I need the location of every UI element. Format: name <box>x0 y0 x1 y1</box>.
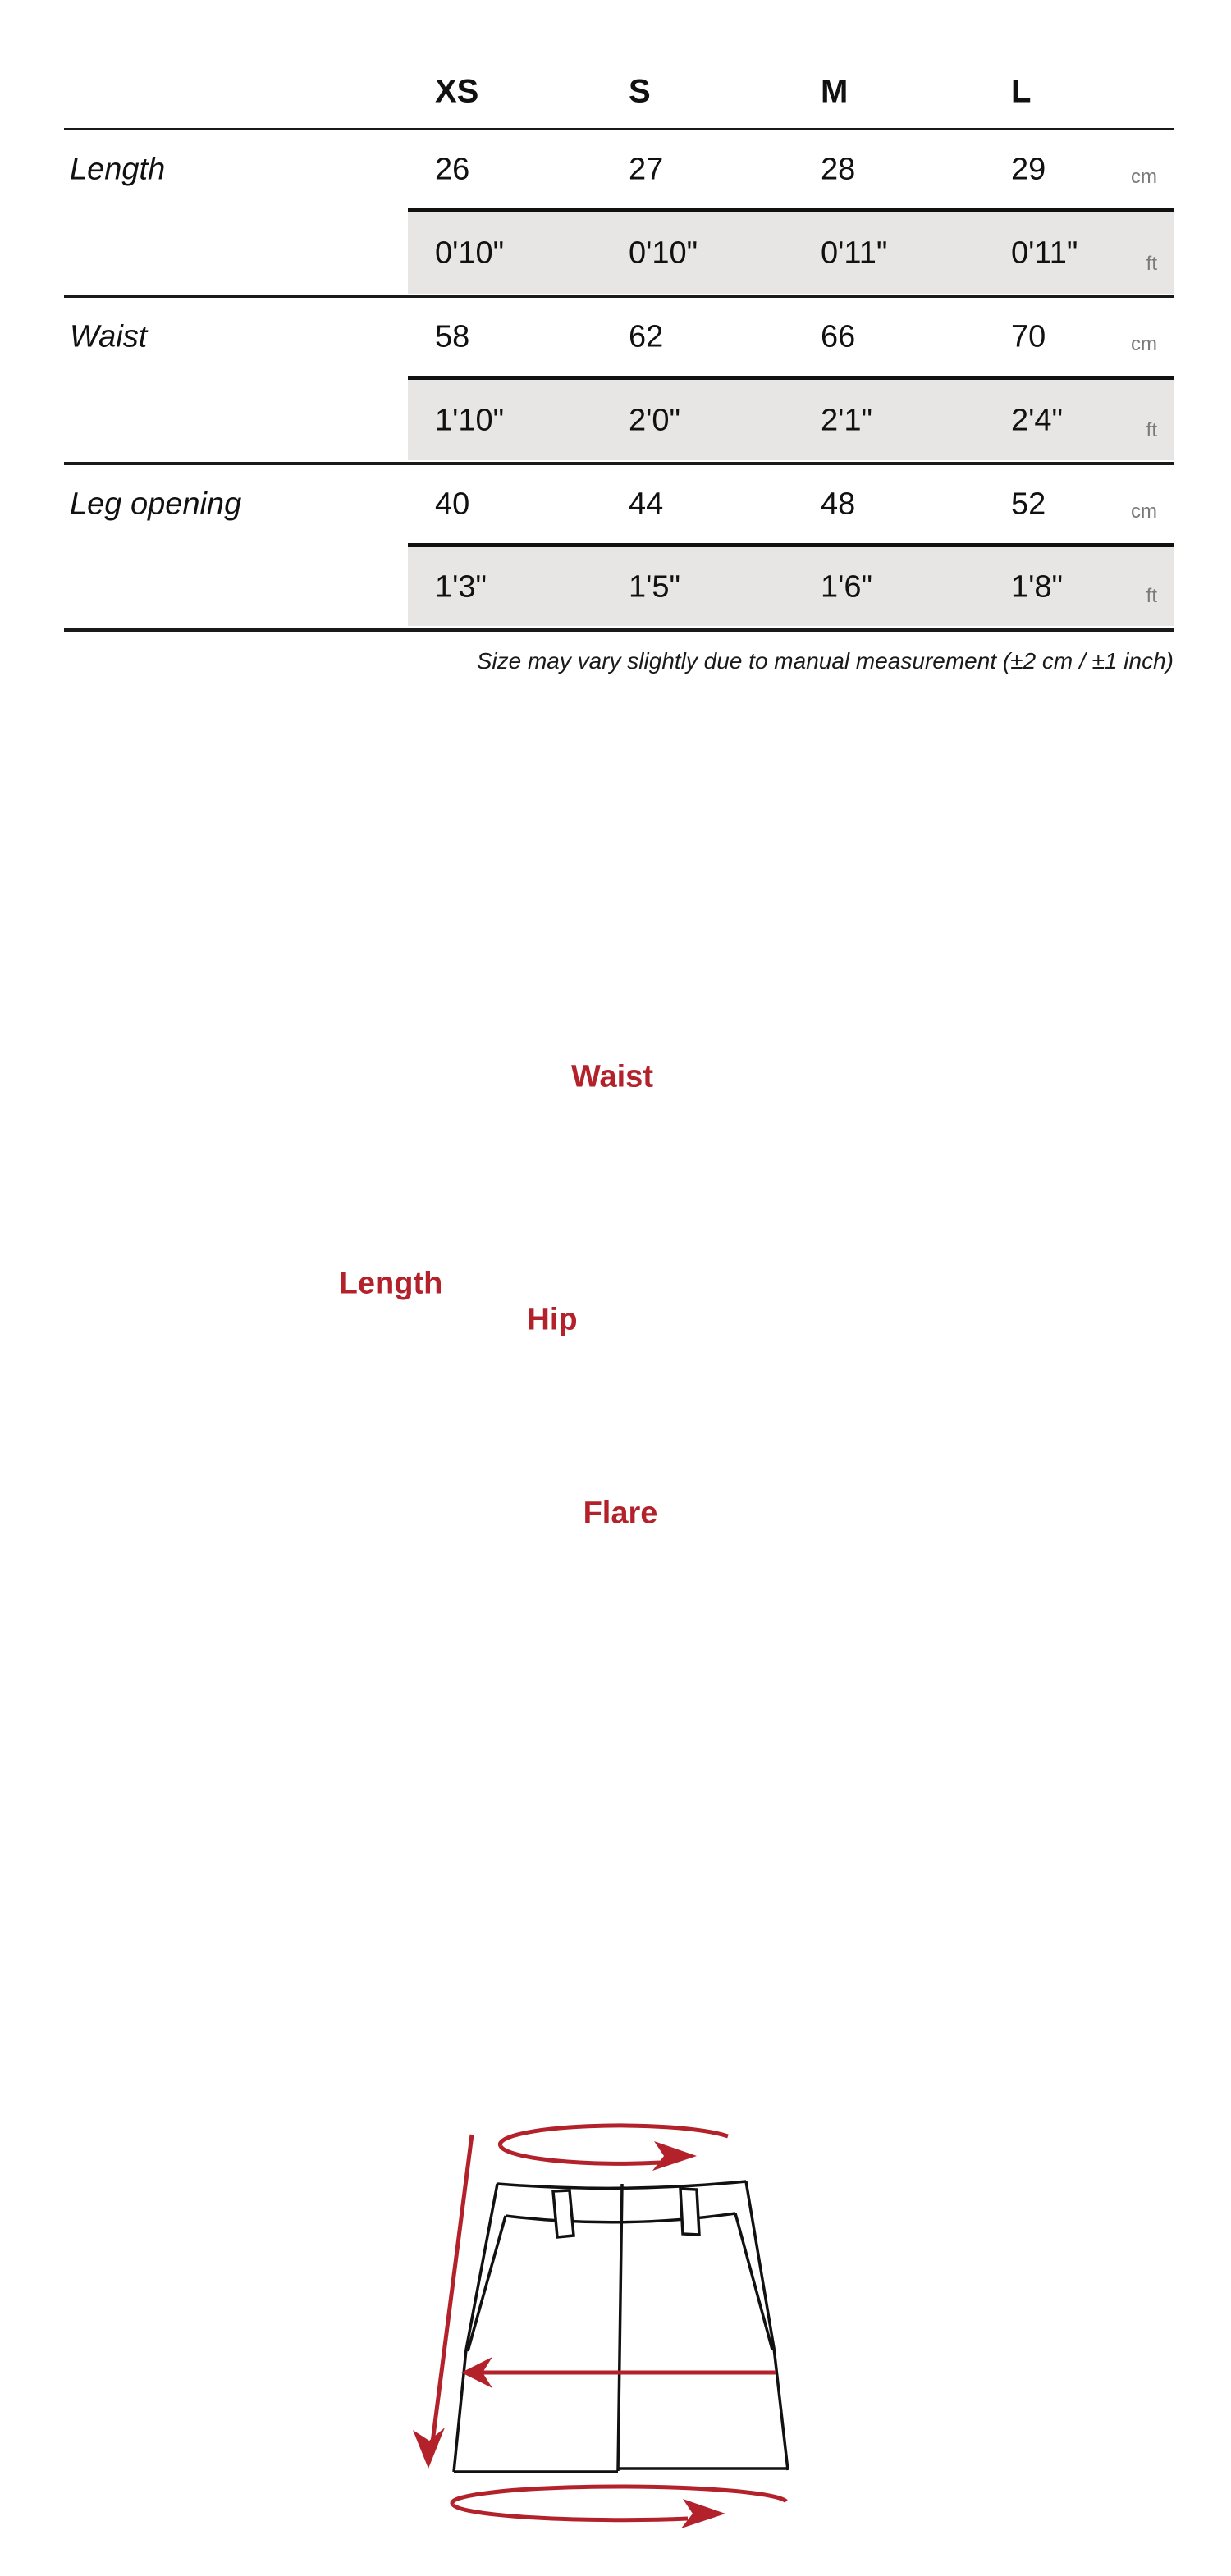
center-seam-line <box>618 2184 622 2471</box>
unit-label-ft: ft <box>1146 419 1157 441</box>
cm-value: 44 <box>629 486 664 522</box>
cm-value: 52 <box>1011 486 1046 522</box>
ft-value: 1'5" <box>629 569 681 605</box>
flare-arrow-top-arc <box>452 2487 786 2505</box>
unit-label-cm: cm <box>1131 333 1157 355</box>
measurement-note: Size may vary slightly due to manual measurement (±2 cm / ±1 inch) <box>476 648 1174 674</box>
skirt-diagram <box>0 1025 1231 1600</box>
cm-value: 28 <box>821 152 856 187</box>
cm-value: 70 <box>1011 319 1046 354</box>
header-separator-line <box>64 128 1174 130</box>
cm-value: 27 <box>629 152 664 187</box>
cm-value: 48 <box>821 486 856 522</box>
waist-arrowhead <box>652 2141 697 2171</box>
ft-value: 0'11" <box>1011 235 1078 271</box>
length-arrow-line <box>432 2135 472 2449</box>
table-bottom-line <box>64 628 1174 632</box>
size-column-header-xs: XS <box>435 73 479 110</box>
ft-value: 2'4" <box>1011 403 1064 438</box>
size-column-header-s: S <box>629 73 651 110</box>
flare-arrowhead <box>681 2499 725 2528</box>
skirt-diagram-drawing <box>312 2067 837 2576</box>
waist-label: Waist <box>571 1059 653 1094</box>
ft-value: 0'11" <box>821 235 888 271</box>
unit-label-ft: ft <box>1146 253 1157 275</box>
unit-label-ft: ft <box>1146 585 1157 607</box>
waist-arrow-top-arc <box>500 2126 728 2146</box>
waist-arrow-bottom-arc <box>501 2146 661 2163</box>
ft-value: 2'0" <box>629 403 681 438</box>
cm-value: 66 <box>821 319 856 354</box>
row-separator-line <box>64 295 1174 298</box>
left-belt-loop <box>553 2190 574 2237</box>
length-label: Length <box>338 1266 443 1301</box>
row-label-length: Length <box>70 152 166 187</box>
ft-value: 1'10" <box>435 403 505 438</box>
measurement-arrows <box>432 2126 786 2520</box>
ft-value: 1'3" <box>435 569 487 605</box>
ft-value: 0'10" <box>629 235 698 271</box>
ft-value: 2'1" <box>821 403 873 438</box>
cm-value: 62 <box>629 319 664 354</box>
unit-label-cm: cm <box>1131 166 1157 188</box>
size-column-header-l: L <box>1011 73 1032 110</box>
row-separator-line <box>64 462 1174 465</box>
hip-label: Hip <box>527 1302 578 1337</box>
row-label-waist: Waist <box>70 319 148 354</box>
flare-label: Flare <box>583 1496 658 1531</box>
cm-value: 40 <box>435 486 470 522</box>
cm-value: 58 <box>435 319 470 354</box>
size-chart-table <box>0 0 1231 681</box>
row-label-leg-opening: Leg opening <box>70 486 242 522</box>
size-column-header-m: M <box>821 73 849 110</box>
skirt-outline <box>454 2181 788 2472</box>
cm-value: 29 <box>1011 152 1046 187</box>
ft-value: 1'8" <box>1011 569 1064 605</box>
ft-value: 1'6" <box>821 569 873 605</box>
unit-label-cm: cm <box>1131 500 1157 523</box>
cm-value: 26 <box>435 152 470 187</box>
ft-value: 0'10" <box>435 235 505 271</box>
flare-arrow-bottom-arc <box>453 2505 688 2520</box>
length-arrowhead <box>413 2428 445 2469</box>
right-belt-loop <box>680 2189 699 2235</box>
